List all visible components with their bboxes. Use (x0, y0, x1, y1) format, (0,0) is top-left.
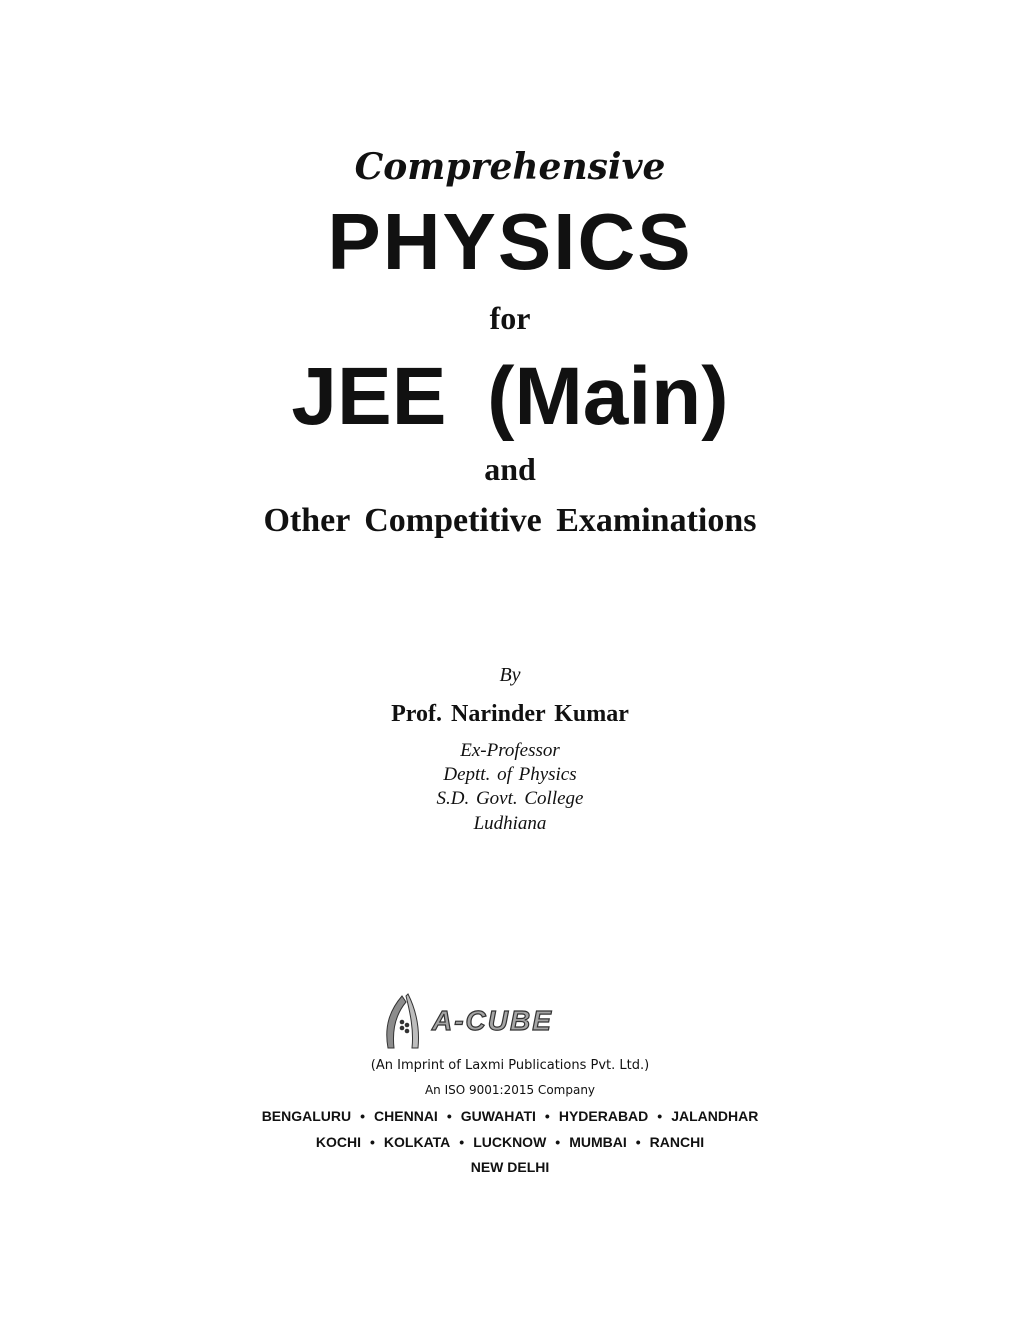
exam-title: JEE (Main) (291, 351, 729, 442)
bullet-separator: • (459, 1134, 465, 1150)
title-prefix: Comprehensive (354, 146, 666, 188)
city: GUWAHATI (460, 1108, 536, 1124)
author-affiliation-line: S.D. Govt. College (436, 788, 584, 809)
author-affiliation-line: Ex-Professor (460, 740, 560, 761)
bullet-separator: • (446, 1108, 452, 1124)
city: BENGALURU (261, 1108, 352, 1124)
iso-note: An ISO 9001:2015 Company (424, 1083, 596, 1097)
title-connector-and: and (484, 451, 536, 487)
cities-line (0, 1159, 1020, 1175)
subtitle: Other Competitive Examinations (263, 502, 757, 539)
bullet-separator: • (360, 1108, 366, 1124)
city: MUMBAI (569, 1134, 627, 1150)
title-connector-for: for (489, 300, 531, 336)
by-label: By (499, 664, 521, 686)
city: LUCKNOW (473, 1134, 547, 1150)
bullet-separator: • (555, 1134, 561, 1150)
bullet-separator: • (657, 1108, 663, 1124)
bullet-separator: • (635, 1134, 641, 1150)
publisher-logo (380, 992, 620, 1052)
logo-wordmark: A-CUBE (432, 1005, 553, 1036)
author-name: Prof. Narinder Kumar (391, 701, 629, 727)
bullet-separator: • (544, 1108, 550, 1124)
author-affiliation-line: Deptt. of Physics (443, 764, 577, 785)
cities-line (0, 1108, 1020, 1124)
bullet-separator: • (370, 1134, 375, 1150)
city: KOLKATA (383, 1134, 451, 1150)
cities-line (0, 1134, 1020, 1150)
city: HYDERABAD (558, 1108, 649, 1124)
city: RANCHI (649, 1134, 705, 1150)
a-cube-logo-icon (380, 992, 620, 1052)
city: NEW DELHI (470, 1159, 550, 1175)
author-affiliation-line: Ludhiana (473, 813, 547, 834)
city: CHENNAI (374, 1108, 438, 1124)
city: JALANDHAR (671, 1108, 759, 1124)
city: KOCHI (315, 1134, 362, 1150)
book-title: PHYSICS (327, 197, 693, 286)
imprint-note: (An Imprint of Laxmi Publications Pvt. Ltd.) (370, 1058, 650, 1073)
